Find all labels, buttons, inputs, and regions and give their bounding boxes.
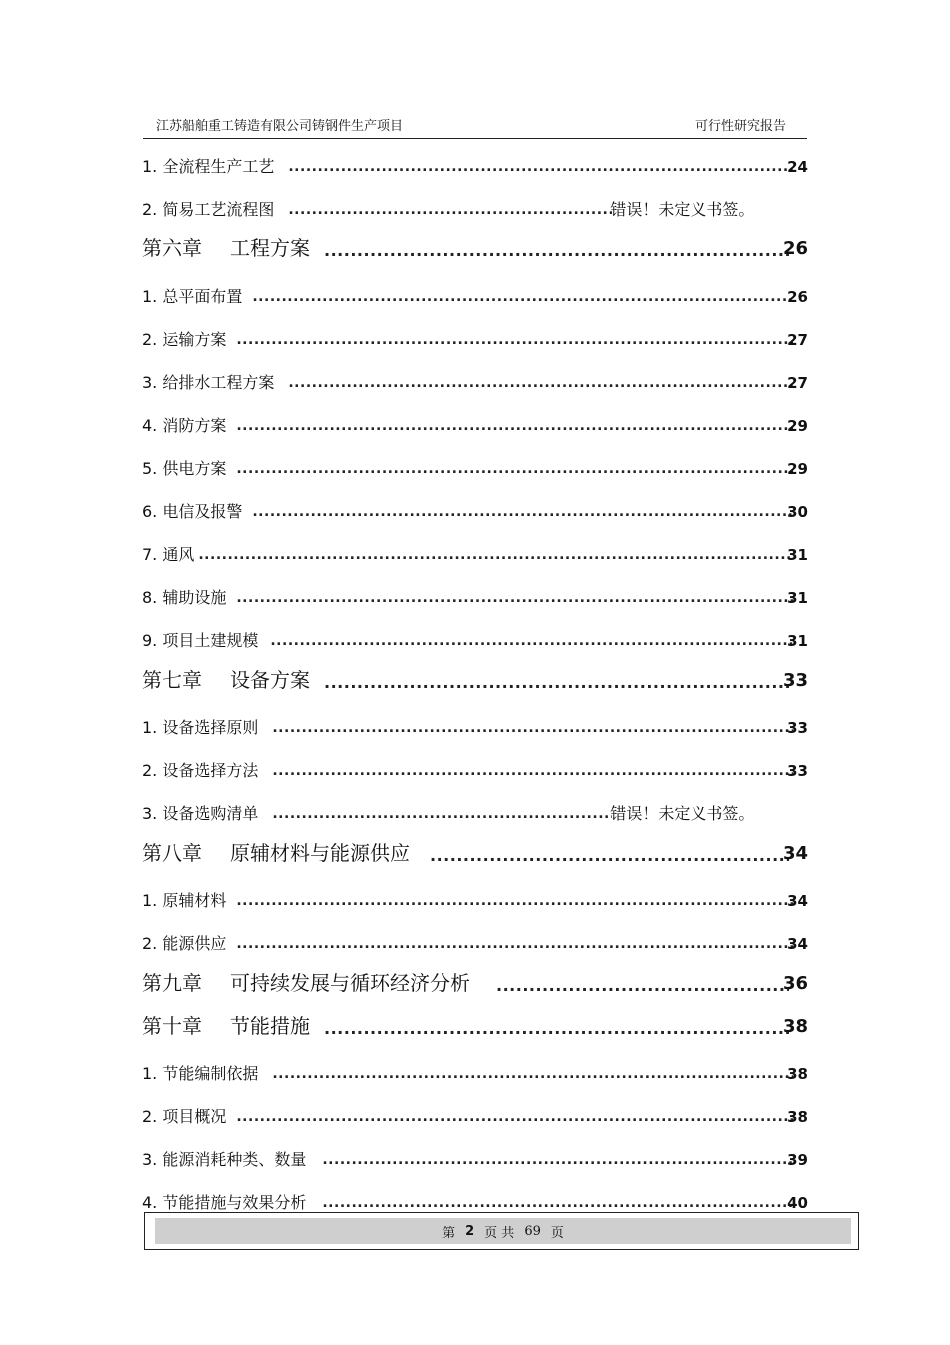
toc-page-number: 39	[787, 1151, 808, 1169]
toc-section-entry[interactable]	[142, 930, 808, 954]
toc-entry-label: 第七章	[142, 668, 202, 692]
toc-error-message: 错误！未定义书签。	[610, 200, 755, 219]
toc-leader-dots	[252, 289, 793, 305]
toc-page-number: 31	[787, 546, 808, 564]
toc-entry-label: 第九章	[142, 971, 202, 995]
footer-middle: 页 共	[484, 1225, 515, 1241]
toc-leader-dots	[198, 547, 793, 563]
toc-leader-dots	[236, 418, 793, 434]
toc-entry-label: 1. 节能编制依据	[142, 1064, 259, 1083]
toc-chapter-entry[interactable]	[142, 237, 808, 261]
toc-page-number: 36	[782, 973, 808, 994]
toc-section-entry[interactable]	[142, 1060, 808, 1084]
toc-entry-label: 第十章	[142, 1014, 202, 1038]
toc-chapter-entry[interactable]	[142, 972, 808, 996]
toc-page-number: 34	[787, 892, 808, 910]
toc-section-entry[interactable]	[142, 455, 808, 479]
toc-page-number: 29	[787, 417, 808, 435]
toc-leader-dots	[322, 1195, 793, 1211]
toc-entry-label: 1. 全流程生产工艺	[142, 157, 275, 176]
toc-page-number: 34	[782, 843, 808, 864]
toc-entry-label: 7. 通风	[142, 545, 195, 564]
toc-section-entry[interactable]	[142, 1103, 808, 1127]
toc-entry-label: 8. 辅助设施	[142, 588, 227, 607]
toc-section-entry[interactable]	[142, 800, 808, 824]
toc-leader-dots	[430, 848, 789, 864]
toc-leader-dots	[288, 375, 793, 391]
toc-leader-dots	[236, 893, 793, 909]
toc-page-number: 31	[787, 632, 808, 650]
toc-section-entry[interactable]	[142, 153, 808, 177]
toc-page-number: 40	[787, 1194, 808, 1212]
toc-entry-label: 2. 能源供应	[142, 934, 227, 953]
toc-entry-label: 1. 原辅材料	[142, 891, 227, 910]
toc-entry-label: 3. 给排水工程方案	[142, 373, 275, 392]
page-number-bar	[155, 1218, 851, 1244]
toc-section-entry[interactable]	[142, 1146, 808, 1170]
toc-leader-dots	[288, 202, 612, 218]
toc-entry-label: 4. 节能措施与效果分析	[142, 1193, 307, 1212]
toc-entry-label: 1. 设备选择原则	[142, 718, 259, 737]
toc-section-entry[interactable]	[142, 326, 808, 350]
toc-page-number: 38	[782, 1016, 808, 1037]
toc-page-number: 27	[787, 374, 808, 392]
toc-page-number: 33	[787, 762, 808, 780]
toc-section-entry[interactable]	[142, 283, 808, 307]
toc-chapter-title: 工程方案	[230, 236, 310, 260]
footer-total-pages: 69	[524, 1223, 541, 1239]
toc-page-number: 30	[787, 503, 808, 521]
toc-leader-dots	[236, 332, 793, 348]
toc-section-entry[interactable]	[142, 584, 808, 608]
toc-chapter-title: 节能措施	[230, 1014, 310, 1038]
toc-leader-dots	[252, 504, 793, 520]
toc-leader-dots	[236, 461, 793, 477]
toc-section-entry[interactable]	[142, 714, 808, 738]
toc-section-entry[interactable]	[142, 369, 808, 393]
toc-error-message: 错误！未定义书签。	[610, 804, 755, 823]
header-project-name: 江苏船舶重工铸造有限公司铸钢件生产项目	[156, 119, 404, 134]
toc-entry-label: 2. 运输方案	[142, 330, 227, 349]
toc-leader-dots	[272, 720, 793, 736]
toc-entry-label: 6. 电信及报警	[142, 502, 243, 521]
toc-page-number: 26	[787, 288, 808, 306]
toc-page-number: 27	[787, 331, 808, 349]
toc-section-entry[interactable]	[142, 412, 808, 436]
toc-page-number: 38	[787, 1108, 808, 1126]
toc-section-entry[interactable]	[142, 1189, 808, 1213]
toc-section-entry[interactable]	[142, 498, 808, 522]
toc-entry-label: 3. 设备选购清单	[142, 804, 259, 823]
toc-page-number: 38	[787, 1065, 808, 1083]
toc-entry-label: 5. 供电方案	[142, 459, 227, 478]
toc-section-entry[interactable]	[142, 627, 808, 651]
toc-leader-dots	[236, 1109, 793, 1125]
toc-entry-label: 2. 设备选择方法	[142, 761, 259, 780]
toc-leader-dots	[270, 633, 793, 649]
toc-entry-label: 9. 项目土建规模	[142, 631, 259, 650]
toc-chapter-title: 原辅材料与能源供应	[230, 841, 410, 865]
toc-entry-label: 2. 简易工艺流程图	[142, 200, 275, 219]
toc-leader-dots	[496, 978, 789, 994]
toc-leader-dots	[236, 590, 793, 606]
toc-chapter-entry[interactable]	[142, 669, 808, 693]
toc-leader-dots	[272, 763, 793, 779]
toc-leader-dots	[272, 806, 612, 822]
toc-leader-dots	[324, 1021, 789, 1037]
toc-leader-dots	[322, 1152, 793, 1168]
toc-leader-dots	[324, 675, 789, 691]
footer-prefix: 第	[442, 1225, 456, 1241]
toc-page-number: 24	[787, 158, 808, 176]
toc-entry-label: 3. 能源消耗种类、数量	[142, 1150, 307, 1169]
toc-section-entry[interactable]	[142, 757, 808, 781]
toc-page-number: 31	[787, 589, 808, 607]
page-footer	[144, 1212, 859, 1250]
footer-suffix: 页	[550, 1225, 564, 1241]
toc-entry-label: 1. 总平面布置	[142, 287, 243, 306]
toc-leader-dots	[272, 1066, 793, 1082]
toc-section-entry[interactable]	[142, 196, 808, 220]
header-report-type: 可行性研究报告	[694, 119, 786, 134]
toc-chapter-entry[interactable]	[142, 1015, 808, 1039]
toc-entry-label: 2. 项目概况	[142, 1107, 227, 1126]
toc-leader-dots	[236, 936, 793, 952]
toc-chapter-title: 设备方案	[230, 668, 310, 692]
toc-page-number: 33	[787, 719, 808, 737]
toc-page-number: 34	[787, 935, 808, 953]
toc-entry-label: 第六章	[142, 236, 202, 260]
toc-entry-label: 4. 消防方案	[142, 416, 227, 435]
toc-chapter-title: 可持续发展与循环经济分析	[230, 971, 470, 995]
toc-entry-label: 第八章	[142, 841, 202, 865]
toc-page-number: 33	[782, 670, 808, 691]
toc-page-number: 29	[787, 460, 808, 478]
toc-section-entry[interactable]	[142, 887, 808, 911]
toc-leader-dots	[288, 159, 793, 175]
toc-page-number: 26	[782, 238, 808, 259]
footer-current-page: 2	[465, 1223, 475, 1239]
toc-section-entry[interactable]	[142, 541, 808, 565]
toc-chapter-entry[interactable]	[142, 842, 808, 866]
toc-leader-dots	[324, 243, 789, 259]
